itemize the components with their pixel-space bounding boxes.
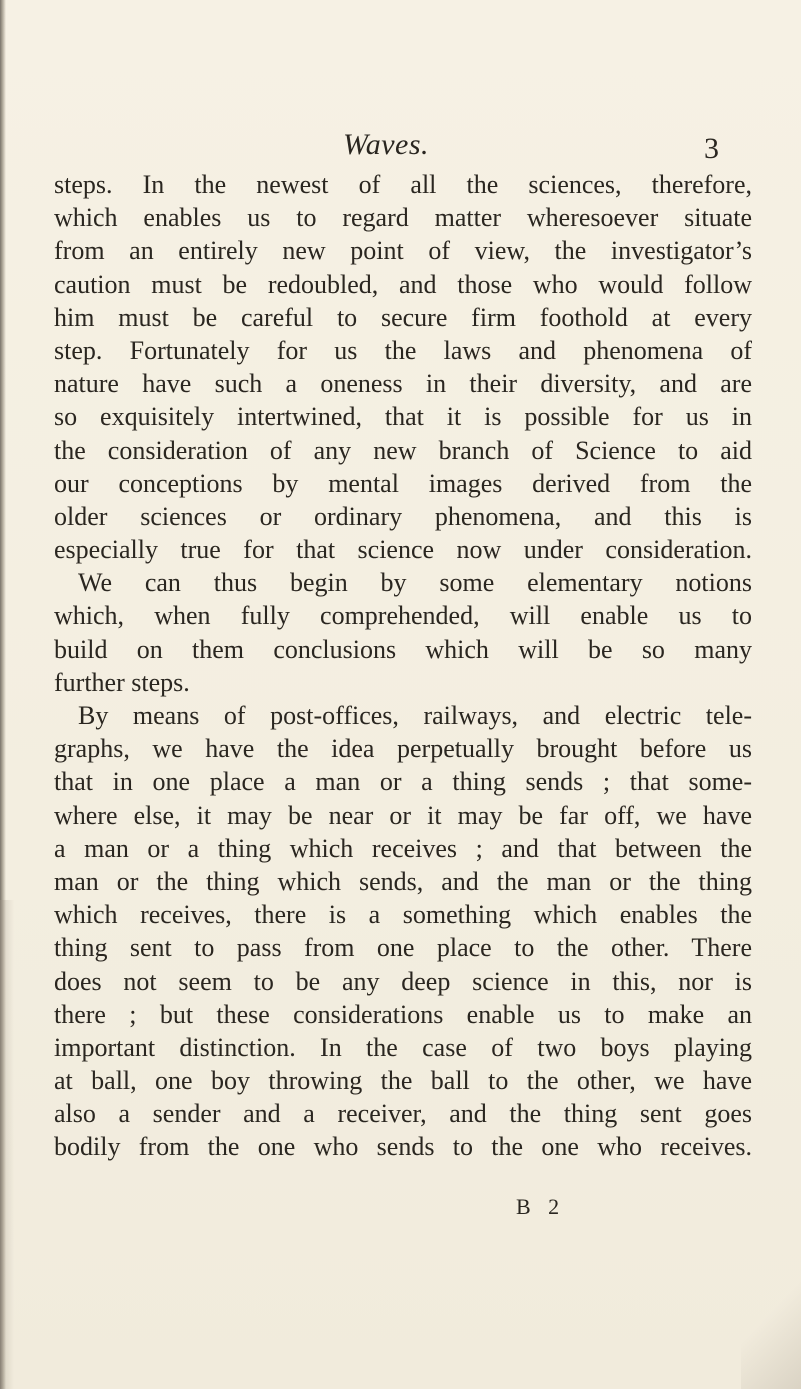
text-line: thing sent to pass from one place to the other. There [54,933,752,963]
text-line: bodily from the one who sends to the one who receives. [54,1132,752,1162]
text-line: from an entirely new point of view, the investigator’s [54,236,752,266]
text-line: at ball, one boy throwing the ball to the other, we have [54,1066,752,1096]
text-line: especially true for that science now under consideration. [54,535,752,565]
text-line: does not seem to be any deep science in this, nor is [54,966,752,996]
text-line: the consideration of any new branch of Science to aid [54,435,752,465]
text-line: so exquisitely intertwined, that it is possible for us in [54,402,752,432]
page-number: 3 [704,132,719,165]
text-line: that in one place a man or a thing sends ; that some- [54,767,752,797]
text-line: step. Fortunately for us the laws and phenomena of [54,335,752,365]
page-corner-shadow [741,1269,801,1389]
text-line: caution must be redoubled, and those who would follow [54,269,752,299]
text-line: him must be careful to secure firm foothold at every [54,302,752,332]
text-line: also a sender and a receiver, and the thing sent goes [54,1099,752,1129]
running-head [0,128,801,168]
text-line: which receives, there is a something which enables the [54,900,752,930]
text-line: there ; but these considerations enable us to make an [54,999,752,1029]
text-line: where else, it may be near or it may be far off, we have [54,800,752,830]
text-line: nature have such a oneness in their diversity, and are [54,369,752,399]
text-line: steps. In the newest of all the sciences, therefore, [54,170,752,199]
text-line: build on them conclusions which will be so many [54,634,752,664]
body-text [54,168,752,1164]
text-line: further steps. [54,667,190,697]
text-line: By means of post-offices, railways, and electric tele- [78,701,752,730]
text-line: older sciences or ordinary phenomena, and this is [54,501,752,531]
text-line: a man or a thing which receives ; and that between the [54,833,752,863]
signature-mark: B 2 [516,1194,566,1219]
chapter-title: Waves. [343,128,430,161]
text-line: which, when fully comprehended, will enable us to [54,601,752,631]
text-line: man or the thing which sends, and the man or the thing [54,866,752,896]
page-shadow [0,900,14,1389]
text-line: important distinction. In the case of two boys playing [54,1032,752,1062]
text-line: our conceptions by mental images derived from the [54,468,752,498]
text-line: We can thus begin by some elementary notions [78,568,752,598]
text-line: which enables us to regard matter wheresoever situate [54,203,752,233]
text-line: graphs, we have the idea perpetually brought before us [54,734,752,764]
